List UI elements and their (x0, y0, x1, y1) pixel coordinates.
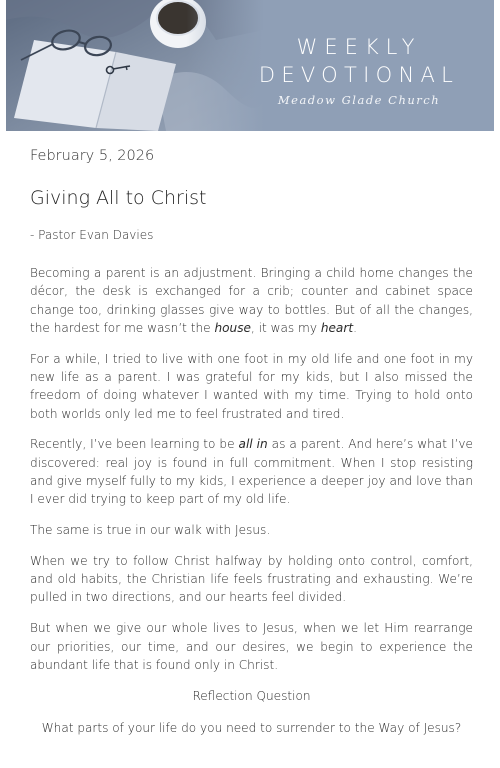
emphasis-house: house (214, 320, 251, 335)
emphasis-all-in: all in (238, 437, 268, 452)
banner-title (224, 34, 494, 107)
banner-title-line1: WEEKLY (296, 35, 422, 59)
paragraph-3-text-b: as a parent. And here’s what I’ve discovered: real joy is found in full commitment. When I stop resisting and give myself fully to my kids, I experience a deeper joy and love than I ever did trying to keep part of my old life. (30, 437, 473, 507)
devotional-author: - Pastor Evan Davies (30, 228, 154, 242)
reflection-question: What parts of your life do you need to surrender to the Way of Jesus? (41, 720, 462, 735)
paragraph-3-text-a: Recently, I’ve been learning to be (30, 437, 239, 452)
church-name: Meadow Glade Church (277, 93, 441, 107)
banner-title-line2: DEVOTIONAL (258, 63, 460, 87)
reflection-heading: Reflection Question (192, 688, 311, 703)
paragraph-5: When we try to follow Christ halfway by holding onto control, comfort, and old habits, the Christian life feels frustrating and exhausting. We’re pulled in two directions, and our hearts feel divided. (30, 553, 473, 605)
paragraph-1-text-b: , it was my (250, 320, 321, 335)
paragraph-2: For a while, I tried to live with one foot in my old life and one foot in my new life as a parent. I was grateful for my kids, but I also missed the freedom of doing whatever I wanted with my time. Trying to hold onto both worlds only led me to feel frustrated and tired. (30, 351, 473, 421)
paragraph-4: The same is true in our walk with Jesus. (30, 523, 271, 538)
paragraph-1 (30, 264, 473, 337)
emphasis-heart: heart (320, 320, 354, 335)
devotional-body (30, 264, 473, 750)
paragraph-1-text-a: Becoming a parent is an adjustment. Bringing a child home changes the décor, the desk is exchanged for a crib; counter and cabinet space change too, drinking glasses give way to bottles. But of all the changes, the hardest for me wasn’t the (30, 266, 473, 335)
devotional-date: February 5, 2026 (30, 148, 155, 164)
devotional-title: Giving All to Christ (30, 187, 207, 209)
paragraph-6: But when we give our whole lives to Jesus, when we let Him rearrange our priorities, our time, and our desires, we begin to experience the abundant life that is found only in Christ. (30, 621, 473, 672)
header-banner (6, 0, 494, 131)
paragraph-3 (30, 435, 473, 508)
paragraph-1-text-c: . (353, 320, 357, 335)
